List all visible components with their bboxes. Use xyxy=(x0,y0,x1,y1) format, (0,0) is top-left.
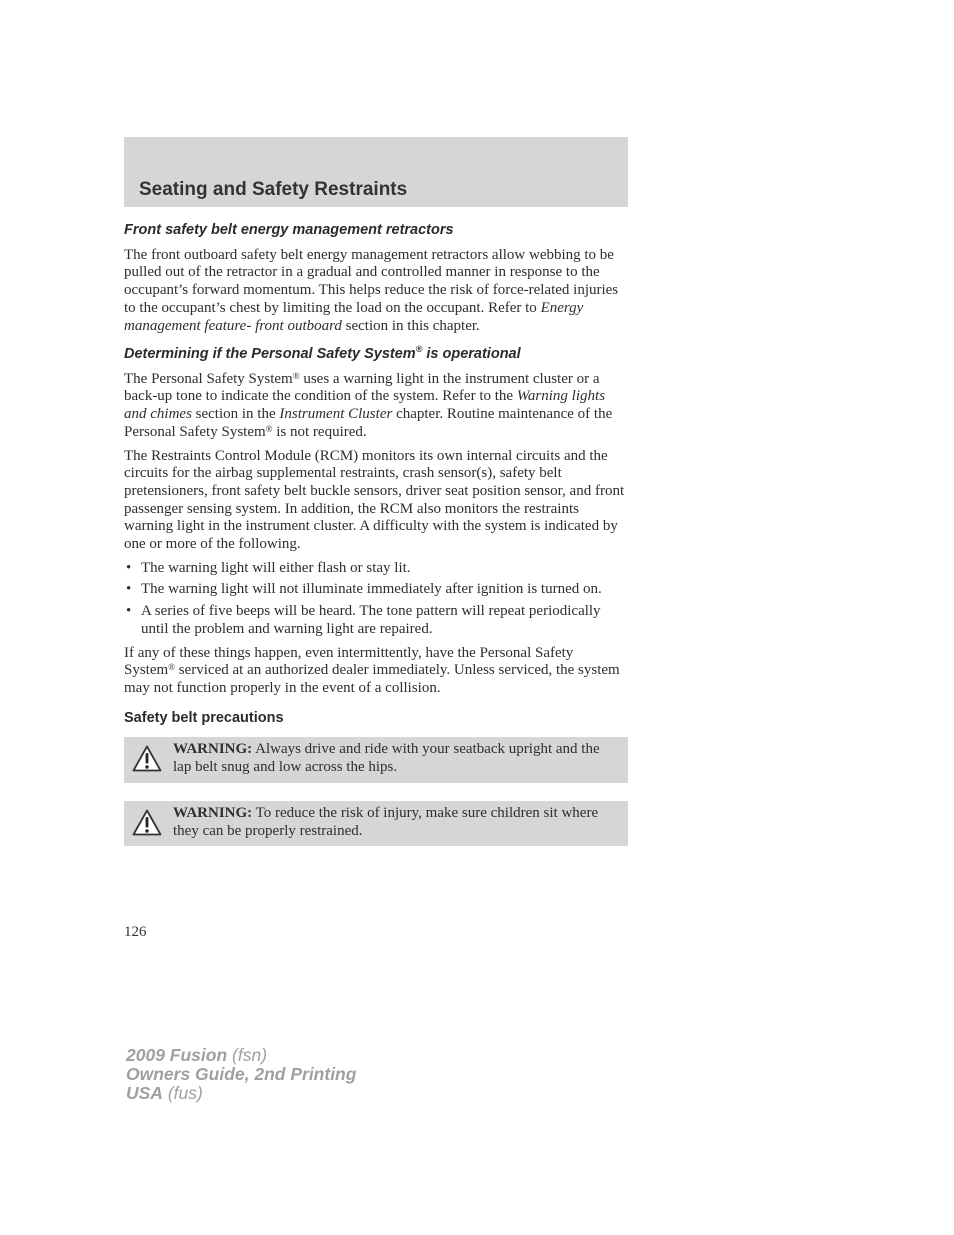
warning-label: WARNING: xyxy=(173,804,253,821)
paragraph-retractors: The front outboard safety belt energy management retractors allow webbing to be pulled out of the retractor in a gradual and controlled manner in response to the occupant’s forward momentum. This helps reduce the risk of force-related injuries to the occupant’s chest by limiting the load on the occupant. Refer to Energy management feature- front outboard section in this chapter. xyxy=(124,246,619,334)
warning-box xyxy=(124,737,628,782)
page-content xyxy=(124,218,628,864)
paragraph-pss-intro: The Personal Safety System® uses a warning light in the instrument cluster or a back-up tone to indicate the condition of the system. Refer to the Warning lights and chimes section in the Instrument Cluster chapter. Routine maintenance of the Personal Safety System® is not required. xyxy=(124,370,613,440)
list-item: • The warning light will not illuminate immediately after ignition is turned on. xyxy=(126,581,602,598)
warning-text: To reduce the risk of injury, make sure children sit where they can be properly restrained. xyxy=(173,804,599,839)
bullet-glyph: • xyxy=(126,559,132,576)
list-item: • A series of five beeps will be heard. The tone pattern will repeat periodically until the problem and warning light are repaired. xyxy=(126,603,601,637)
paragraph-rcm: The Restraints Control Module (RCM) monitors its own internal circuits and the circuits for the airbag supplemental restraints, crash sensor(s), safety belt pretensioners, front safety belt buckle sensors, driver seat position sensor, and front passenger sensing system. In addition, the RCM also monitors the restraints warning light in the instrument cluster. A difficulty with the system is indicated by one or more of the following. xyxy=(124,447,625,553)
warning-text: Always drive and ride with your seatback upright and the lap belt snug and low across the hips. xyxy=(173,741,600,776)
page-number: 126 xyxy=(124,924,147,940)
bullet-list xyxy=(124,560,628,639)
heading-belt-precautions: Safety belt precautions xyxy=(124,709,284,726)
warning-triangle-icon xyxy=(132,745,162,772)
heading-pss-operational: Determining if the Personal Safety System® is operational xyxy=(124,344,521,363)
heading-retractors: Front safety belt energy management retractors xyxy=(124,222,454,238)
warning-triangle-icon xyxy=(132,809,162,836)
warning-box xyxy=(124,801,628,846)
cross-reference: Energy management feature- front outboard xyxy=(124,299,584,334)
paragraph-service: If any of these things happen, even intermittently, have the Personal Safety System® serviced at an authorized dealer immediately. Unless serviced, the system may not function properly in the event of a collision. xyxy=(124,644,620,696)
cross-reference: Instrument Cluster xyxy=(279,406,393,423)
footer-edition-info: 2009 Fusion (fsn) Owners Guide, 2nd Printing USA (fus) xyxy=(126,1045,357,1103)
section-title: Seating and Safety Restraints xyxy=(139,179,408,200)
list-item: • The warning light will either flash or stay lit. xyxy=(126,559,411,576)
bullet-glyph: • xyxy=(126,603,132,620)
warning-label: WARNING: xyxy=(173,741,253,758)
section-header-band xyxy=(124,137,628,207)
bullet-glyph: • xyxy=(126,581,132,598)
cross-reference: Warning lights and chimes xyxy=(124,388,606,423)
